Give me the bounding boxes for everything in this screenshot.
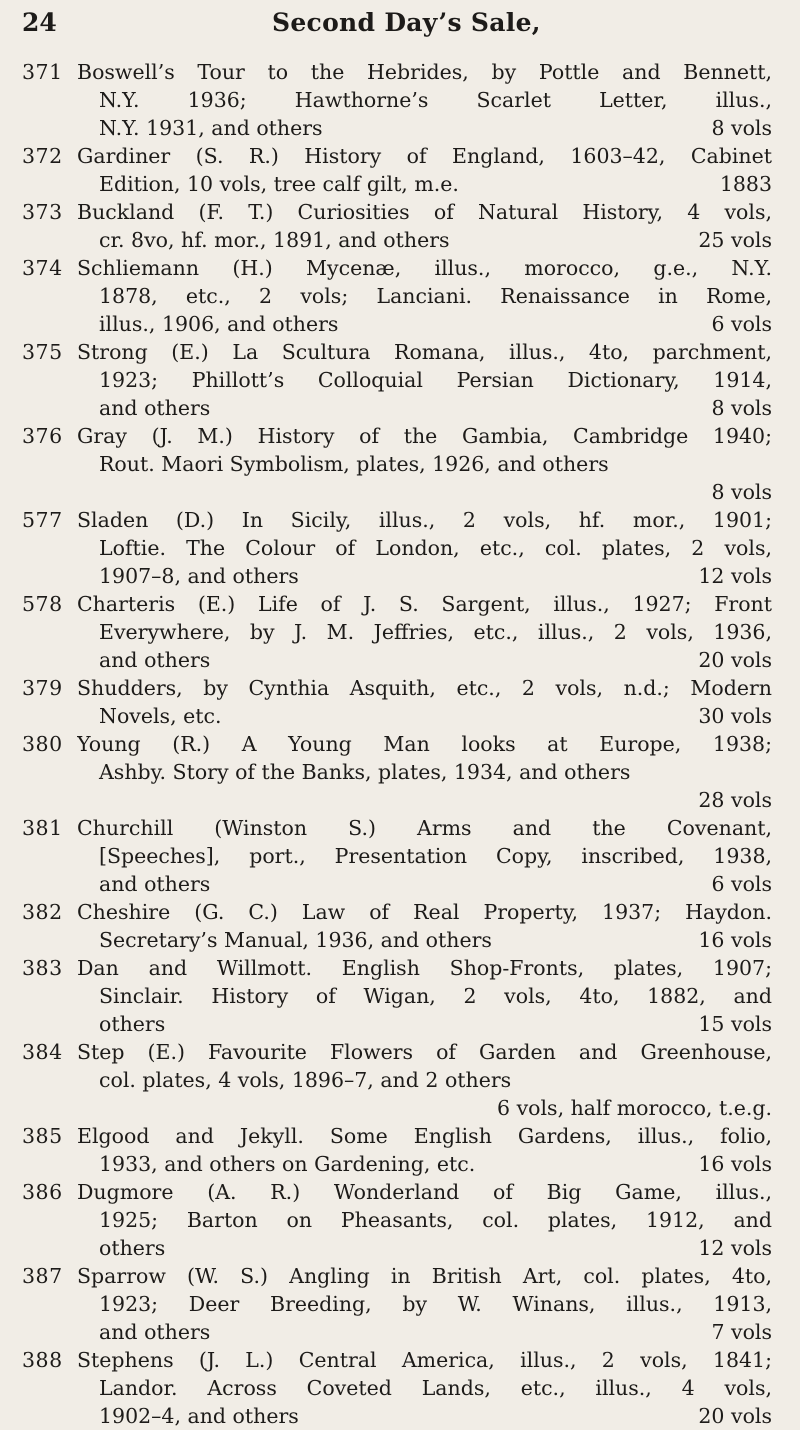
lot-entry <box>22 1262 772 1346</box>
description-line: Young (R.) A Young Man looks at Europe, 1938; <box>77 732 772 756</box>
lot-number: 376 <box>22 424 63 448</box>
description-line: col. plates, 4 vols, 1896–7, and 2 others <box>99 1068 512 1092</box>
lot-description <box>77 1122 772 1178</box>
lot-number: 577 <box>22 508 63 532</box>
description-line: 1925; Barton on Pheasants, col. plates, 1912, and <box>99 1208 772 1232</box>
lot-entry <box>22 58 772 142</box>
lot-quantity: 8 vols <box>711 480 772 504</box>
description-line: Sinclair. History of Wigan, 2 vols, 4to, 1882, and <box>99 984 772 1008</box>
description-line: Loftie. The Colour of London, etc., col. plates, 2 vols, <box>99 536 772 560</box>
lot-entry <box>22 1178 772 1262</box>
lot-quantity: 6 vols, half morocco, t.e.g. <box>497 1096 772 1120</box>
lot-description <box>77 1038 772 1122</box>
lot-quantity: 12 vols <box>698 564 772 588</box>
lot-list <box>22 58 772 1430</box>
description-line: others <box>99 1012 166 1036</box>
description-line: and others <box>99 396 211 420</box>
description-line: N.Y. 1936; Hawthorne’s Scarlet Letter, illus., <box>99 88 772 112</box>
lot-entry <box>22 590 772 674</box>
description-line: Edition, 10 vols, tree calf gilt, m.e. <box>99 172 459 196</box>
lot-description <box>77 590 772 674</box>
lot-description <box>77 422 772 506</box>
lot-quantity: 6 vols <box>711 312 772 336</box>
lot-number: 381 <box>22 816 63 840</box>
description-line: Cheshire (G. C.) Law of Real Property, 1937; Haydon. <box>77 900 772 924</box>
lot-entry <box>22 954 772 1038</box>
lot-description <box>77 506 772 590</box>
lot-quantity: 12 vols <box>698 1236 772 1260</box>
lot-description <box>77 254 772 338</box>
description-line-with-quantity <box>77 646 772 674</box>
lot-description <box>77 814 772 898</box>
description-line: Buckland (F. T.) Curiosities of Natural History, 4 vols, <box>77 200 772 224</box>
description-line: Elgood and Jekyll. Some English Gardens, illus., folio, <box>77 1124 772 1148</box>
lot-description <box>77 1262 772 1346</box>
description-line: Strong (E.) La Scultura Romana, illus., 4to, parchment, <box>77 340 772 364</box>
description-line-with-quantity <box>77 114 772 142</box>
lot-number: 578 <box>22 592 63 616</box>
lot-description <box>77 898 772 954</box>
description-line: Stephens (J. L.) Central America, illus., 2 vols, 1841; <box>77 1348 772 1372</box>
lot-number: 382 <box>22 900 63 924</box>
description-line-with-quantity <box>77 394 772 422</box>
description-line-with-quantity <box>77 870 772 898</box>
description-line: Schliemann (H.) Mycenæ, illus., morocco, g.e., N.Y. <box>77 256 772 280</box>
description-line: cr. 8vo, hf. mor., 1891, and others <box>99 228 450 252</box>
description-line-with-quantity <box>77 1234 772 1262</box>
lot-quantity: 7 vols <box>711 1320 772 1344</box>
lot-entry <box>22 506 772 590</box>
description-line: [Speeches], port., Presentation Copy, inscribed, 1938, <box>99 844 772 868</box>
lot-entry <box>22 422 772 506</box>
lot-quantity: 8 vols <box>711 116 772 140</box>
lot-description <box>77 1178 772 1262</box>
lot-quantity: 1883 <box>719 172 772 196</box>
description-line: Secretary’s Manual, 1936, and others <box>99 928 492 952</box>
description-line: 1907–8, and others <box>99 564 299 588</box>
description-line: 1902–4, and others <box>99 1404 299 1428</box>
description-line: 1923; Deer Breeding, by W. Winans, illus., 1913, <box>99 1292 772 1316</box>
description-line-with-quantity <box>77 1318 772 1346</box>
description-line-with-quantity <box>77 702 772 730</box>
description-line: Shudders, by Cynthia Asquith, etc., 2 vols, n.d.; Modern <box>77 676 772 700</box>
description-line-with-quantity <box>77 226 772 254</box>
lot-number: 383 <box>22 956 63 980</box>
description-line-with-quantity <box>77 310 772 338</box>
lot-number: 374 <box>22 256 63 280</box>
description-line: Ashby. Story of the Banks, plates, 1934, and others <box>99 760 631 784</box>
lot-description <box>77 198 772 254</box>
description-line: others <box>99 1236 166 1260</box>
lot-number: 386 <box>22 1180 63 1204</box>
page-header <box>22 8 772 58</box>
description-line-with-quantity <box>77 562 772 590</box>
description-line-with-quantity <box>77 1010 772 1038</box>
lot-description <box>77 58 772 142</box>
description-line: Novels, etc. <box>99 704 222 728</box>
lot-quantity: 30 vols <box>698 704 772 728</box>
lot-description <box>77 142 772 198</box>
lot-entry <box>22 338 772 422</box>
lot-number: 384 <box>22 1040 63 1064</box>
lot-entry <box>22 1346 772 1430</box>
lot-number: 373 <box>22 200 63 224</box>
lot-entry <box>22 1038 772 1122</box>
description-line: N.Y. 1931, and others <box>99 116 323 140</box>
lot-entry <box>22 254 772 338</box>
description-line: Boswell’s Tour to the Hebrides, by Pottle and Bennett, <box>77 60 772 84</box>
lot-quantity: 20 vols <box>698 648 772 672</box>
lot-number: 372 <box>22 144 63 168</box>
description-line: Rout. Maori Symbolism, plates, 1926, and others <box>99 452 609 476</box>
description-line: Gray (J. M.) History of the Gambia, Cambridge 1940; <box>77 424 772 448</box>
description-line-with-quantity <box>77 170 772 198</box>
description-line: Gardiner (S. R.) History of England, 1603–42, Cabinet <box>77 144 772 168</box>
lot-entry <box>22 674 772 730</box>
lot-entry <box>22 814 772 898</box>
description-line: and others <box>99 648 211 672</box>
description-line: and others <box>99 1320 211 1344</box>
lot-entry <box>22 898 772 954</box>
description-line-with-quantity <box>77 1402 772 1430</box>
lot-number: 371 <box>22 60 63 84</box>
lot-quantity: 28 vols <box>698 788 772 812</box>
page-number: 24 <box>22 8 57 37</box>
lot-number: 375 <box>22 340 63 364</box>
description-line: 1923; Phillott’s Colloquial Persian Dictionary, 1914, <box>99 368 772 392</box>
lot-number: 379 <box>22 676 63 700</box>
lot-number: 380 <box>22 732 63 756</box>
lot-entry <box>22 142 772 198</box>
lot-description <box>77 730 772 814</box>
lot-description <box>77 954 772 1038</box>
lot-entry <box>22 198 772 254</box>
description-line: Charteris (E.) Life of J. S. Sargent, illus., 1927; Front <box>77 592 772 616</box>
description-line: Everywhere, by J. M. Jeffries, etc., illus., 2 vols, 1936, <box>99 620 772 644</box>
description-line: and others <box>99 872 211 896</box>
lot-quantity: 15 vols <box>698 1012 772 1036</box>
description-line: illus., 1906, and others <box>99 312 339 336</box>
lot-quantity: 20 vols <box>698 1404 772 1428</box>
running-title: Second Day’s Sale, <box>272 8 541 37</box>
description-line: Dan and Willmott. English Shop-Fronts, plates, 1907; <box>77 956 772 980</box>
lot-number: 388 <box>22 1348 63 1372</box>
lot-quantity: 16 vols <box>698 928 772 952</box>
description-line: Sparrow (W. S.) Angling in British Art, col. plates, 4to, <box>77 1264 772 1288</box>
lot-description <box>77 1346 772 1430</box>
description-line: Sladen (D.) In Sicily, illus., 2 vols, hf. mor., 1901; <box>77 508 772 532</box>
lot-description <box>77 674 772 730</box>
lot-entry <box>22 730 772 814</box>
lot-number: 387 <box>22 1264 63 1288</box>
description-line: 1878, etc., 2 vols; Lanciani. Renaissance in Rome, <box>99 284 772 308</box>
description-line: Dugmore (A. R.) Wonderland of Big Game, illus., <box>77 1180 772 1204</box>
lot-quantity: 8 vols <box>711 396 772 420</box>
description-line: Churchill (Winston S.) Arms and the Covenant, <box>77 816 772 840</box>
lot-description <box>77 338 772 422</box>
description-line: 1933, and others on Gardening, etc. <box>99 1152 476 1176</box>
lot-entry <box>22 1122 772 1178</box>
description-line: Landor. Across Coveted Lands, etc., illus., 4 vols, <box>99 1376 772 1400</box>
lot-quantity: 16 vols <box>698 1152 772 1176</box>
description-line: Step (E.) Favourite Flowers of Garden and Greenhouse, <box>77 1040 772 1064</box>
lot-quantity: 25 vols <box>698 228 772 252</box>
description-line-with-quantity <box>77 1150 772 1178</box>
lot-quantity: 6 vols <box>711 872 772 896</box>
lot-number: 385 <box>22 1124 63 1148</box>
description-line-with-quantity <box>77 926 772 954</box>
